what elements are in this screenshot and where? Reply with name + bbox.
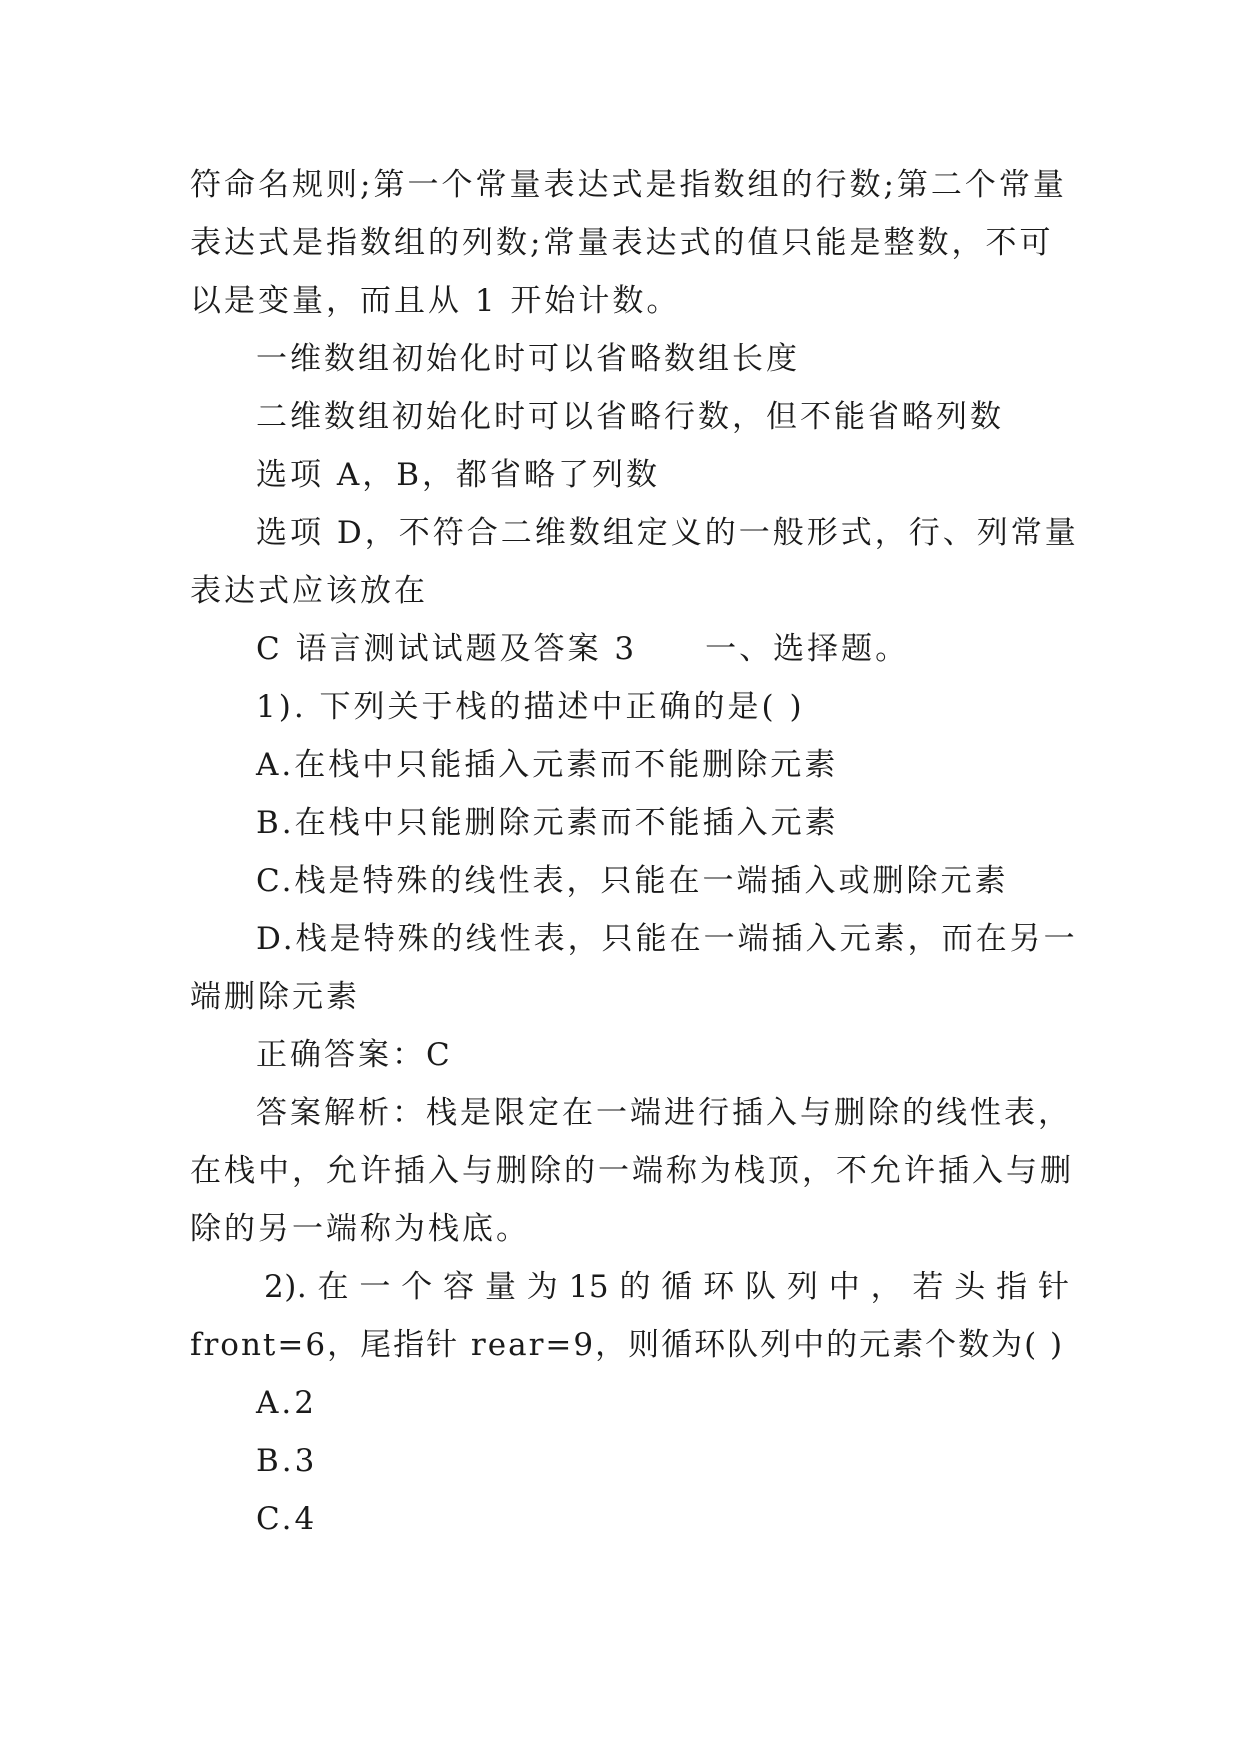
text-line: 表达式应该放在 (190, 573, 428, 609)
answer-explanation: 答案解析：栈是限定在一端进行插入与删除的线性表， (256, 1095, 1072, 1131)
section-heading: C 语言测试试题及答案 3 一、选择题。 (256, 631, 910, 667)
question-text: 2). 在 一 个 容 量 为 15 的 循 环 队 列 中 ， 若 头 指 针 (264, 1269, 1070, 1305)
text-line: 符命名规则;第一个常量表达式是指数组的行数;第二个常量 (190, 167, 1067, 203)
text-line: 选项 D，不符合二维数组定义的一般形式，行、列常量 (256, 515, 1079, 551)
answer-option: B.3 (256, 1443, 318, 1479)
text-line: 选项 A，B，都省略了列数 (256, 457, 661, 493)
answer-option: C.4 (256, 1501, 318, 1537)
text-line: 表达式是指数组的列数;常量表达式的值只能是整数，不可 (190, 225, 1054, 261)
text-line: 除的另一端称为栈底。 (190, 1211, 530, 1247)
answer-option: A.在栈中只能插入元素而不能删除元素 (256, 747, 839, 783)
text-line: 一维数组初始化时可以省略数组长度 (256, 341, 800, 377)
text-line: 端删除元素 (190, 979, 360, 1015)
answer-option: C.栈是特殊的线性表，只能在一端插入或删除元素 (256, 863, 1009, 899)
text-line: 二维数组初始化时可以省略行数，但不能省略列数 (256, 399, 1004, 435)
answer-option: A.2 (256, 1385, 317, 1421)
answer-option: B.在栈中只能删除元素而不能插入元素 (256, 805, 839, 841)
question-text: 1). 下列关于栈的描述中正确的是( ) (256, 689, 805, 725)
text-line: front=6，尾指针 rear=9，则循环队列中的元素个数为( ) (190, 1327, 1065, 1363)
correct-answer: 正确答案：C (256, 1037, 453, 1073)
text-line: 以是变量，而且从 1 开始计数。 (190, 283, 681, 319)
text-line: 在栈中，允许插入与删除的一端称为栈顶，不允许插入与删 (190, 1153, 1074, 1189)
answer-option: D.栈是特殊的线性表，只能在一端插入元素，而在另一 (256, 921, 1078, 957)
